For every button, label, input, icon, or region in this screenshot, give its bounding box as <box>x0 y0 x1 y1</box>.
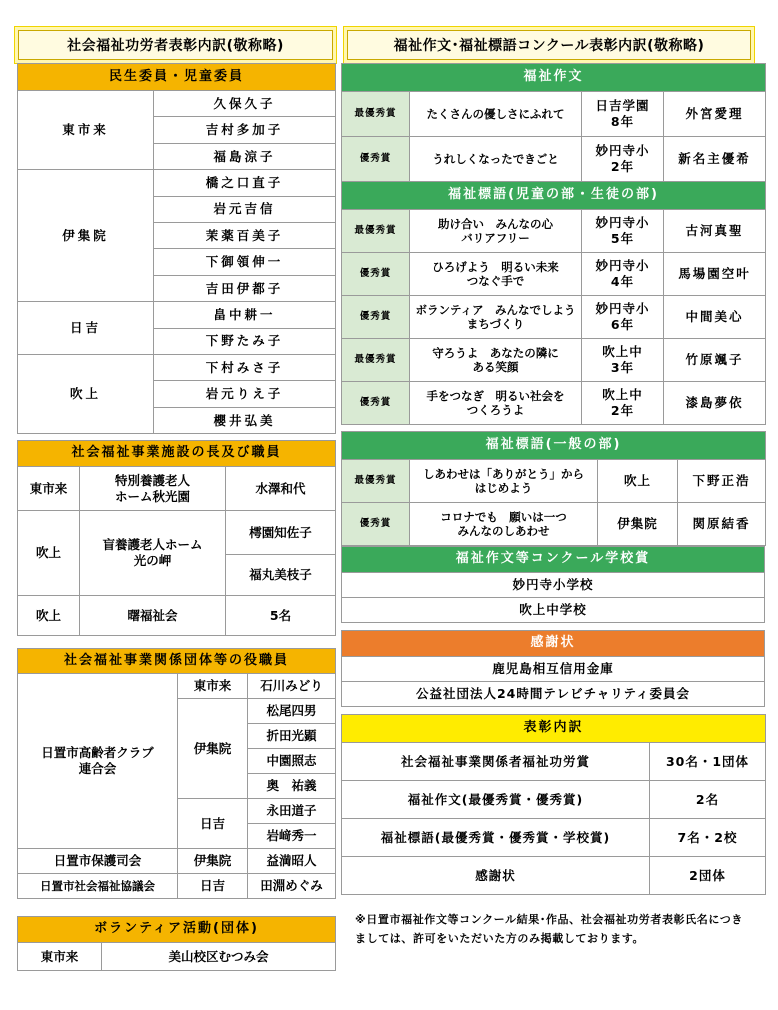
volunteer-area: 東市来 <box>18 943 102 971</box>
hyogo_child-title: 手をつなぎ 明るい社会を つくろうよ <box>410 382 582 425</box>
hyogo_child-school: 妙円寺小 5年 <box>582 210 664 253</box>
dantai-org2: 日置市保護司会 <box>18 849 178 874</box>
dantai-name: 永田道子 <box>248 799 336 824</box>
sakubun-name: 新名主優希 <box>664 137 766 182</box>
summary-row <box>342 819 766 857</box>
hyogo_child-row <box>342 210 766 253</box>
hyogo_child-award: 優秀賞 <box>342 253 410 296</box>
hyogo_child-title: 助け合い みんなの心 バリアフリー <box>410 210 582 253</box>
sakubun-award: 最優秀賞 <box>342 92 410 137</box>
minsei-area: 東市来 <box>18 91 154 170</box>
summary-value: 30名・1団体 <box>650 743 766 781</box>
shisetsu-name: 福丸美枝子 <box>226 555 336 596</box>
dantai-area: 日吉 <box>178 874 248 899</box>
summary-label: 福祉作文(最優秀賞・優秀賞) <box>342 781 650 819</box>
kansha-table <box>341 630 765 707</box>
dantai-name: 松尾四男 <box>248 699 336 724</box>
right-title: 福祉作文･福祉標語コンクール表彰内訳(敬称略) <box>347 30 751 60</box>
hyogo_general-title: コロナでも 願いは一つ みんなのしあわせ <box>410 503 598 546</box>
shisetsu-name: 5名 <box>226 596 336 636</box>
sakubun-school: 妙円寺小 2年 <box>582 137 664 182</box>
shisetsu-facility: 特別養護老人 ホーム秋光園 <box>80 467 226 511</box>
summary-row <box>342 743 766 781</box>
minsei-name: 福島涼子 <box>154 143 336 169</box>
hyogo_child-name: 古河真聖 <box>664 210 766 253</box>
sakubun-body <box>342 92 766 182</box>
sakubun-table <box>341 63 766 425</box>
shisetsu-header: 社会福祉事業施設の長及び職員 <box>18 441 336 467</box>
minsei-name: 吉村多加子 <box>154 117 336 143</box>
shisetsu-facility: 盲養護老人ホーム 光の岬 <box>80 511 226 596</box>
volunteer-table <box>17 916 336 971</box>
dantai-area: 東市来 <box>178 674 248 699</box>
shisetsu-name: 水澤和代 <box>226 467 336 511</box>
minsei-header: 民生委員・児童委員 <box>18 64 336 91</box>
dantai-name: 田淵めぐみ <box>248 874 336 899</box>
minsei-name: 茉薬百美子 <box>154 222 336 248</box>
hyogo_general-award: 優秀賞 <box>342 503 410 546</box>
minsei-name: 下村みさ子 <box>154 354 336 380</box>
hyogo_child-award: 優秀賞 <box>342 296 410 339</box>
summary-value: 7名・2校 <box>650 819 766 857</box>
school-award-item: 妙円寺小学校 <box>342 573 765 598</box>
hyogo_child-title: ひろげよう 明るい未来 つなぐ手で <box>410 253 582 296</box>
hyogo_child-award: 最優秀賞 <box>342 210 410 253</box>
summary-row <box>342 857 766 895</box>
hyogo_child-award: 最優秀賞 <box>342 339 410 382</box>
hyogo_child-name: 馬場園空叶 <box>664 253 766 296</box>
sakubun-name: 外宮愛理 <box>664 92 766 137</box>
hyogo_general-name: 下野正浩 <box>678 460 766 503</box>
dantai-name: 中園照志 <box>248 749 336 774</box>
shisetsu-area: 吹上 <box>18 596 80 636</box>
minsei-row <box>18 91 336 117</box>
hyogo_child-name: 中間美心 <box>664 296 766 339</box>
minsei-name: 久保久子 <box>154 91 336 117</box>
hyogo_child-school: 吹上中 3年 <box>582 339 664 382</box>
hyogo-general-table <box>341 431 766 546</box>
summary-label: 社会福祉事業関係者福祉功労賞 <box>342 743 650 781</box>
dantai-org3: 日置市社会福祉協議会 <box>18 874 178 899</box>
shisetsu-area: 東市来 <box>18 467 80 511</box>
dantai-header: 社会福祉事業関係団体等の役職員 <box>18 649 336 674</box>
minsei-row <box>18 170 336 196</box>
minsei-name: 櫻井弘美 <box>154 407 336 433</box>
dantai-area: 伊集院 <box>178 849 248 874</box>
minsei-row <box>18 302 336 328</box>
school-award-item: 吹上中学校 <box>342 598 765 623</box>
minsei-name: 岩元吉信 <box>154 196 336 222</box>
summary-body <box>342 743 766 895</box>
hyogo_general-title: しあわせは「ありがとう」から はじめよう <box>410 460 598 503</box>
sakubun-title: たくさんの優しさにふれて <box>410 92 582 137</box>
hyogo_general-area: 伊集院 <box>598 503 678 546</box>
sakubun-award: 優秀賞 <box>342 137 410 182</box>
minsei-row <box>18 354 336 380</box>
minsei-body <box>18 91 336 434</box>
hyogo_child-row <box>342 296 766 339</box>
dantai-name: 折田光顕 <box>248 724 336 749</box>
dantai-org1: 日置市高齢者クラブ 連合会 <box>18 674 178 849</box>
hyogo_general-row <box>342 503 766 546</box>
summary-value: 2名 <box>650 781 766 819</box>
sakubun-title: うれしくなったできごと <box>410 137 582 182</box>
dantai-name: 奥 祐義 <box>248 774 336 799</box>
footnote: ※日置市福祉作文等コンクール結果･作品、社会福祉功労者表彰氏名につきましては、許可をいただいた方のみ掲載しております。 <box>355 913 743 946</box>
shisetsu-facility: 曙福祉会 <box>80 596 226 636</box>
summary-header: 表彰内訳 <box>342 715 766 743</box>
minsei-name: 岩元りえ子 <box>154 381 336 407</box>
hyogo-child-header: 福祉標語(児童の部・生徒の部) <box>342 182 766 210</box>
minsei-name: 下野たみ子 <box>154 328 336 354</box>
minsei-name: 吉田伊都子 <box>154 275 336 301</box>
summary-label: 感謝状 <box>342 857 650 895</box>
kansha-item: 鹿児島相互信用金庫 <box>342 657 765 682</box>
volunteer-header: ボランティア活動(団体) <box>18 917 336 943</box>
summary-label: 福祉標語(最優秀賞・優秀賞・学校賞) <box>342 819 650 857</box>
summary-value: 2団体 <box>650 857 766 895</box>
summary-table <box>341 714 766 895</box>
sakubun-row <box>342 137 766 182</box>
school-award-table <box>341 546 765 623</box>
left-title: 社会福祉功労者表彰内訳(敬称略) <box>18 30 333 60</box>
minsei-area: 日吉 <box>18 302 154 355</box>
hyogo_child-row <box>342 339 766 382</box>
hyogo_general-area: 吹上 <box>598 460 678 503</box>
hyogo_general-name: 関原結香 <box>678 503 766 546</box>
sakubun-header: 福祉作文 <box>342 64 766 92</box>
hyogo_child-title: 守ろうよ あなたの隣に ある笑顔 <box>410 339 582 382</box>
kansha-item: 公益社団法人24時間テレビチャリティ委員会 <box>342 682 765 707</box>
volunteer-name: 美山校区むつみ会 <box>102 943 336 971</box>
hyogo_child-school: 妙円寺小 4年 <box>582 253 664 296</box>
minsei-area: 伊集院 <box>18 170 154 302</box>
hyogo_child-row <box>342 382 766 425</box>
dantai-area: 日吉 <box>178 799 248 849</box>
minsei-name: 橋之口直子 <box>154 170 336 196</box>
shisetsu-table <box>17 440 336 636</box>
hyogo_child-award: 優秀賞 <box>342 382 410 425</box>
hyogo_child-name: 竹原颯子 <box>664 339 766 382</box>
hyogo_child-row <box>342 253 766 296</box>
shisetsu-name: 樗園知佐子 <box>226 511 336 555</box>
hyogo-general-header: 福祉標語(一般の部) <box>342 432 766 460</box>
minsei-table <box>17 63 336 434</box>
hyogo_general-award: 最優秀賞 <box>342 460 410 503</box>
minsei-area: 吹上 <box>18 354 154 433</box>
hyogo_child-school: 吹上中 2年 <box>582 382 664 425</box>
hyogo-general-body <box>342 460 766 546</box>
hyogo_general-row <box>342 460 766 503</box>
dantai-name: 岩﨑秀一 <box>248 824 336 849</box>
minsei-name: 下御領伸一 <box>154 249 336 275</box>
minsei-name: 畠中耕一 <box>154 302 336 328</box>
hyogo-child-body <box>342 210 766 425</box>
hyogo_child-title: ボランティア みんなでしよう まちづくり <box>410 296 582 339</box>
summary-row <box>342 781 766 819</box>
hyogo_child-name: 漆島夢依 <box>664 382 766 425</box>
dantai-table <box>17 648 336 899</box>
dantai-name: 石川みどり <box>248 674 336 699</box>
dantai-name: 益満昭人 <box>248 849 336 874</box>
dantai-area: 伊集院 <box>178 699 248 799</box>
school-award-header: 福祉作文等コンクール学校賞 <box>342 547 765 573</box>
hyogo_child-school: 妙円寺小 6年 <box>582 296 664 339</box>
kansha-header: 感謝状 <box>342 631 765 657</box>
shisetsu-area: 吹上 <box>18 511 80 596</box>
sakubun-row <box>342 92 766 137</box>
sakubun-school: 日吉学園 8年 <box>582 92 664 137</box>
